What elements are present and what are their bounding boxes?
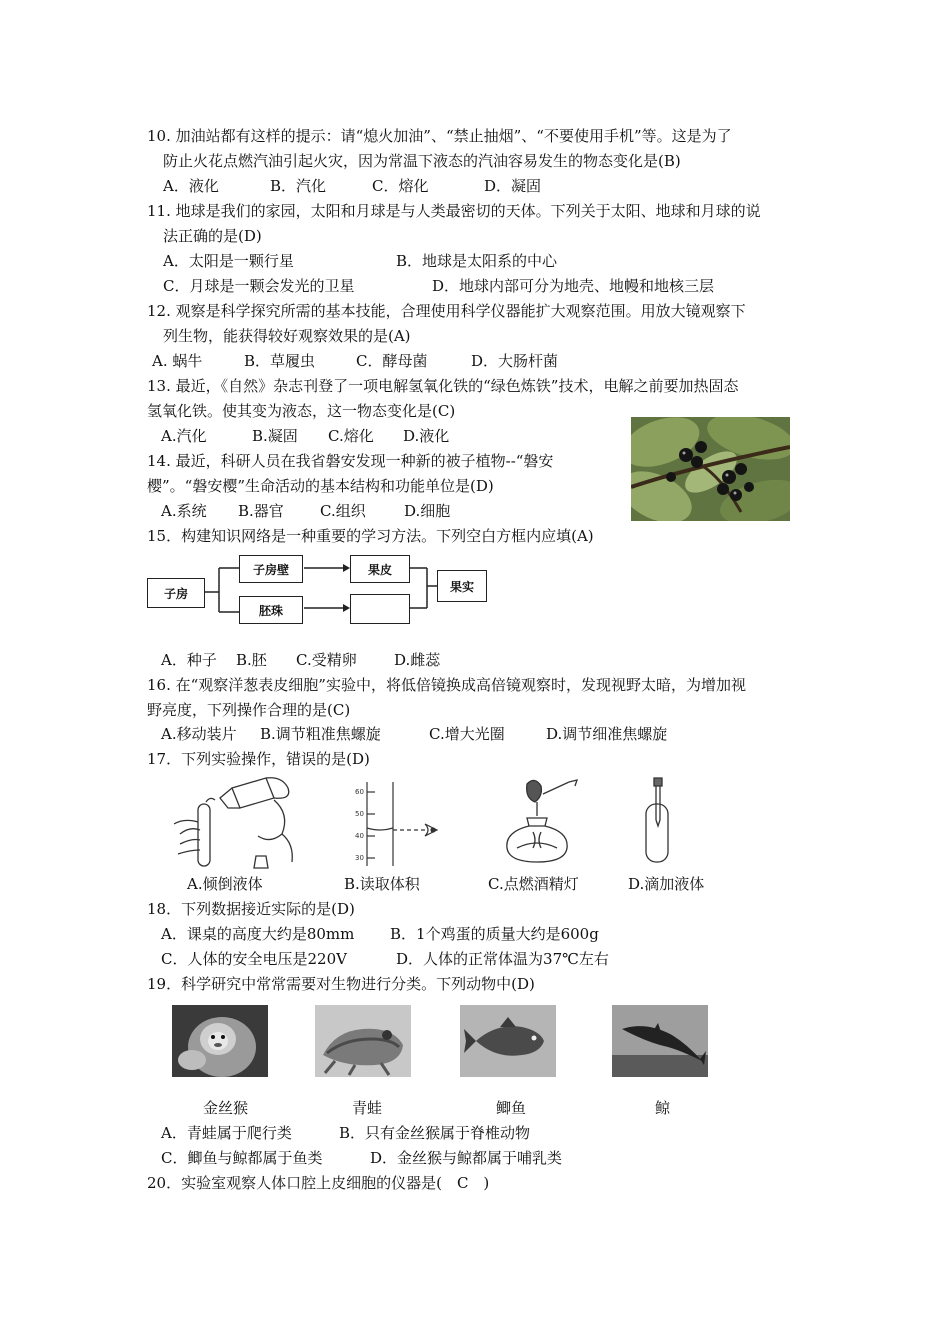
cylinder-tick-40: 40: [355, 832, 364, 840]
q16-option-c: C.增大光圈: [429, 725, 505, 743]
q13-option-c: C.熔化: [328, 427, 374, 445]
q15-option-c: C.受精卵: [296, 651, 357, 669]
q15-box-pericarp: 果皮: [350, 555, 410, 583]
q19-option-c: C．鲫鱼与鲸都属于鱼类: [161, 1149, 323, 1167]
q10-option-a: A．液化: [163, 177, 219, 195]
q19-animal-frog: 青蛙: [352, 1099, 383, 1117]
q19-stem: 19．科学研究中常常需要对生物进行分类。下列动物中(D): [147, 975, 535, 993]
q11-option-d: D．地球内部可分为地壳、地幔和地核三层: [432, 277, 715, 295]
q10-stem-line2: 防止火花点燃汽油引起火灾，因为常温下液态的汽油容易发生的物态变化是(B): [163, 152, 681, 170]
q11-option-a: A．太阳是一颗行星: [163, 252, 294, 270]
q16-stem-line2: 野亮度，下列操作合理的是(C): [147, 701, 351, 719]
q18-stem: 18．下列数据接近实际的是(D): [147, 900, 355, 918]
q14-option-b: B.器官: [238, 502, 284, 520]
q17-caption-c: C.点燃酒精灯: [488, 875, 579, 893]
q15-option-a: A．种子: [161, 651, 217, 669]
q18-option-b: B．1个鸡蛋的质量大约是600g: [390, 925, 599, 943]
q19-option-a: A．青蛙属于爬行类: [161, 1124, 292, 1142]
q10-stem-line1: 10. 加油站都有这样的提示：请“熄火加油”、“禁止抽烟”、“不要使用手机”等。这是为了: [147, 127, 732, 145]
q12-stem-line2: 列生物，能获得较好观察效果的是(A): [163, 327, 411, 345]
q15-box-fruit: 果实: [437, 570, 487, 602]
q16-option-b: B.调节粗准焦螺旋: [260, 725, 381, 743]
dropper-illustration: [632, 776, 682, 866]
q15-option-b: B.胚: [236, 651, 267, 669]
graduated-cylinder-illustration: [345, 778, 455, 868]
pour-liquid-illustration: [170, 774, 310, 874]
q19-animal-golden-monkey: 金丝猴: [203, 1099, 249, 1117]
q14-stem-line2: 樱”。“磐安樱”生命活动的基本结构和功能单位是(D): [147, 477, 494, 495]
q15-stem: 15．构建知识网络是一种重要的学习方法。下列空白方框内应填(A): [147, 527, 594, 545]
q15-option-d: D.雌蕊: [394, 651, 441, 669]
whale-photo: [612, 1005, 708, 1077]
q11-option-c: C．月球是一颗会发光的卫星: [163, 277, 355, 295]
q18-option-a: A．课桌的高度大约是80mm: [161, 925, 355, 943]
q17-stem: 17．下列实验操作，错误的是(D): [147, 750, 370, 768]
q13-stem-line1: 13. 最近，《自然》杂志刊登了一项电解氢氧化铁的“绿色炼铁”技术，电解之前要加热固态: [147, 377, 739, 395]
frog-photo: [315, 1005, 411, 1077]
q16-stem-line1: 16. 在“观察洋葱表皮细胞”实验中，将低倍镜换成高倍镜观察时，发现视野太暗，为增加视: [147, 676, 746, 694]
q10-option-d: D．凝固: [484, 177, 542, 195]
cylinder-tick-50: 50: [355, 810, 364, 818]
q13-option-d: D.液化: [403, 427, 450, 445]
q17-caption-a: A.倾倒液体: [187, 875, 263, 893]
q13-option-a: A.汽化: [161, 427, 207, 445]
q19-option-b: B．只有金丝猴属于脊椎动物: [339, 1124, 531, 1142]
cylinder-tick-60: 60: [355, 788, 364, 796]
q11-stem-line2: 法正确的是(D): [163, 227, 262, 245]
q17-caption-b: B.读取体积: [344, 875, 420, 893]
q14-stem-line1: 14. 最近，科研人员在我省磐安发现一种新的被子植物--“磐安: [147, 452, 554, 470]
q20-stem: 20．实验室观察人体口腔上皮细胞的仪器是( C ): [147, 1174, 490, 1192]
q14-option-a: A.系统: [161, 502, 207, 520]
q15-box-ovule: 胚珠: [239, 596, 303, 624]
q11-stem-line1: 11. 地球是我们的家园，太阳和月球是与人类最密切的天体。下列关于太阳、地球和月球的说: [147, 202, 761, 220]
q19-animal-whale: 鲸: [655, 1099, 671, 1117]
q13-stem-line2: 氢氧化铁。使其变为液态，这一物态变化是(C): [147, 402, 456, 420]
q12-stem-line1: 12. 观察是科学探究所需的基本技能，合理使用科学仪器能扩大观察范围。用放大镜观察下: [147, 302, 746, 320]
q15-box-ovary-wall: 子房壁: [239, 555, 303, 583]
q17-caption-d: D.滴加液体: [628, 875, 705, 893]
q13-option-b: B.凝固: [252, 427, 298, 445]
cylinder-tick-30: 30: [355, 854, 364, 862]
q16-option-d: D.调节细准焦螺旋: [546, 725, 668, 743]
q12-option-a: A. 蜗牛: [152, 352, 203, 370]
alcohol-lamp-illustration: [497, 776, 587, 868]
q19-animal-crucian-carp: 鲫鱼: [496, 1099, 527, 1117]
q15-box-ovary: 子房: [147, 578, 205, 608]
q12-option-b: B．草履虫: [244, 352, 316, 370]
q14-option-c: C.组织: [320, 502, 366, 520]
q16-option-a: A.移动装片: [161, 725, 237, 743]
q18-option-d: D．人体的正常体温为37℃左右: [396, 950, 609, 968]
q10-option-c: C．熔化: [372, 177, 429, 195]
q12-option-d: D．大肠杆菌: [471, 352, 559, 370]
crucian-carp-photo: [460, 1005, 556, 1077]
q10-option-b: B．汽化: [270, 177, 327, 195]
q18-option-c: C．人体的安全电压是220V: [161, 950, 347, 968]
q19-option-d: D．金丝猴与鲸都属于哺乳类: [370, 1149, 563, 1167]
q12-option-c: C．酵母菌: [356, 352, 428, 370]
cherry-branch-photo: [631, 417, 790, 521]
q14-option-d: D.细胞: [404, 502, 451, 520]
q15-box-blank: [350, 594, 410, 624]
q11-option-b: B．地球是太阳系的中心: [396, 252, 558, 270]
golden-monkey-photo: [172, 1005, 268, 1077]
